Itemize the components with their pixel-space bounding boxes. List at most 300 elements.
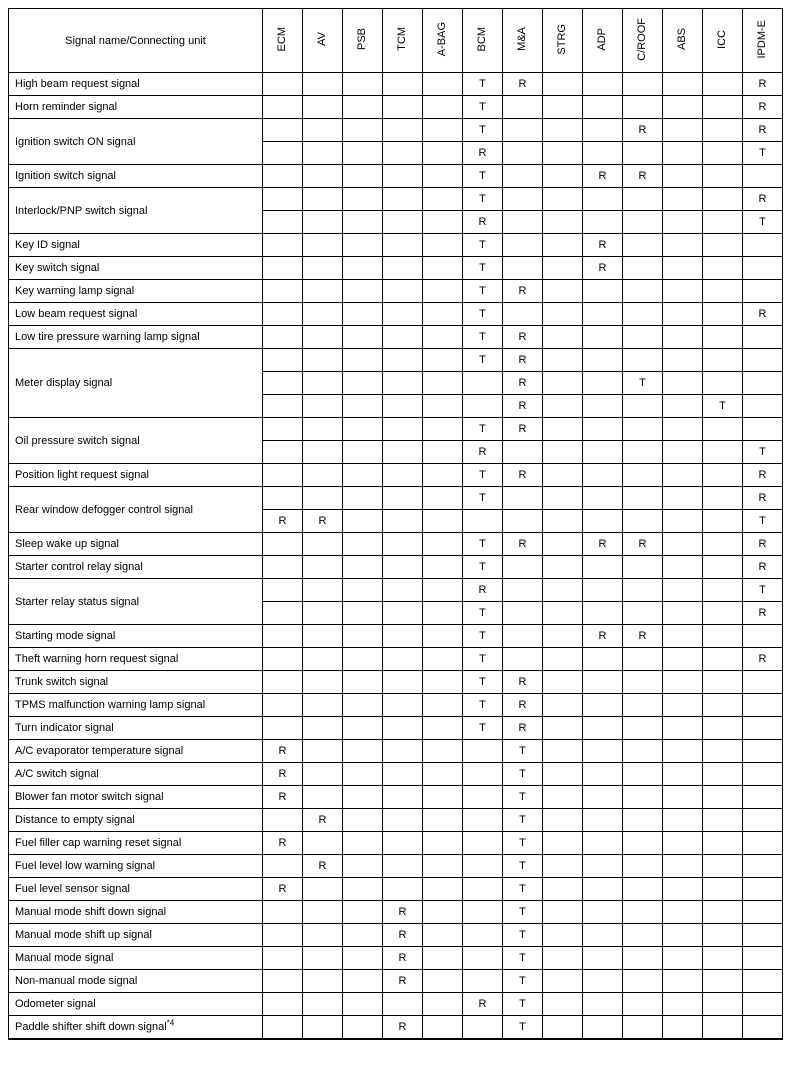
signal-value-cell: R xyxy=(743,188,783,211)
signal-value-cell xyxy=(303,372,343,395)
signal-name-cell: Meter display signal xyxy=(9,349,263,418)
signal-value-cell xyxy=(303,878,343,901)
signal-value-cell xyxy=(743,878,783,901)
table-row xyxy=(9,280,783,303)
signal-value-cell xyxy=(543,303,583,326)
signal-name-cell: Starter relay status signal xyxy=(9,579,263,625)
signal-value-cell xyxy=(503,165,543,188)
signal-value-cell xyxy=(303,671,343,694)
signal-value-cell xyxy=(543,602,583,625)
signal-value-cell xyxy=(423,326,463,349)
signal-value-cell xyxy=(263,717,303,740)
signal-value-cell xyxy=(663,993,703,1016)
signal-name-cell: Position light request signal xyxy=(9,464,263,487)
signal-name-cell: Oil pressure switch signal xyxy=(9,418,263,464)
signal-value-cell xyxy=(263,671,303,694)
signal-value-cell: T xyxy=(463,625,503,648)
signal-value-cell xyxy=(543,119,583,142)
signal-value-cell xyxy=(343,556,383,579)
signal-value-cell xyxy=(303,717,343,740)
signal-name-cell: Key ID signal xyxy=(9,234,263,257)
signal-value-cell: T xyxy=(503,901,543,924)
signal-value-cell: R xyxy=(743,487,783,510)
signal-value-cell xyxy=(423,487,463,510)
signal-value-cell xyxy=(463,510,503,533)
table-row xyxy=(9,119,783,142)
signal-value-cell xyxy=(703,855,743,878)
signal-value-cell xyxy=(263,119,303,142)
signal-value-cell xyxy=(383,832,423,855)
signal-value-cell xyxy=(743,717,783,740)
signal-value-cell xyxy=(663,947,703,970)
signal-value-cell xyxy=(703,648,743,671)
signal-value-cell xyxy=(463,832,503,855)
signal-name-cell: Low beam request signal xyxy=(9,303,263,326)
signal-value-cell xyxy=(423,372,463,395)
signal-value-cell xyxy=(383,717,423,740)
signal-value-cell xyxy=(623,441,663,464)
signal-value-cell xyxy=(543,855,583,878)
signal-value-cell xyxy=(383,349,423,372)
signal-value-cell xyxy=(663,326,703,349)
signal-value-cell xyxy=(303,119,343,142)
signal-value-cell xyxy=(703,878,743,901)
signal-name-cell: Blower fan motor switch signal xyxy=(9,786,263,809)
signal-value-cell xyxy=(583,878,623,901)
signal-value-cell xyxy=(303,326,343,349)
signal-value-cell xyxy=(383,326,423,349)
signal-value-cell xyxy=(383,395,423,418)
signal-value-cell xyxy=(343,694,383,717)
signal-value-cell xyxy=(263,188,303,211)
signal-value-cell xyxy=(383,234,423,257)
signal-value-cell xyxy=(463,947,503,970)
table-row xyxy=(9,901,783,924)
signal-value-cell xyxy=(543,142,583,165)
signal-value-cell xyxy=(663,234,703,257)
signal-value-cell xyxy=(343,993,383,1016)
signal-value-cell xyxy=(463,878,503,901)
signal-value-cell: T xyxy=(503,855,543,878)
signal-value-cell xyxy=(623,96,663,119)
signal-value-cell xyxy=(543,234,583,257)
signal-value-cell xyxy=(543,625,583,648)
signal-value-cell: T xyxy=(503,809,543,832)
signal-value-cell xyxy=(743,924,783,947)
table-row xyxy=(9,855,783,878)
signal-value-cell xyxy=(703,119,743,142)
signal-value-cell xyxy=(383,142,423,165)
signal-value-cell xyxy=(543,993,583,1016)
signal-value-cell xyxy=(623,763,663,786)
signal-value-cell xyxy=(343,395,383,418)
signal-value-cell xyxy=(663,372,703,395)
signal-value-cell: T xyxy=(463,165,503,188)
signal-value-cell xyxy=(743,280,783,303)
signal-value-cell xyxy=(663,740,703,763)
signal-value-cell xyxy=(743,1016,783,1039)
signal-value-cell: T xyxy=(463,694,503,717)
signal-value-cell xyxy=(543,510,583,533)
signal-value-cell xyxy=(423,510,463,533)
signal-value-cell xyxy=(743,326,783,349)
signal-value-cell xyxy=(543,924,583,947)
signal-value-cell xyxy=(543,73,583,96)
signal-value-cell xyxy=(343,671,383,694)
signal-value-cell xyxy=(583,188,623,211)
signal-value-cell xyxy=(423,142,463,165)
signal-value-cell xyxy=(543,211,583,234)
signal-value-cell xyxy=(383,763,423,786)
signal-value-cell: T xyxy=(463,717,503,740)
signal-value-cell xyxy=(663,487,703,510)
signal-value-cell xyxy=(303,96,343,119)
signal-value-cell xyxy=(423,947,463,970)
signal-value-cell xyxy=(743,993,783,1016)
table-row xyxy=(9,73,783,96)
signal-value-cell xyxy=(743,809,783,832)
signal-name-cell: Starting mode signal xyxy=(9,625,263,648)
signal-value-cell xyxy=(543,970,583,993)
signal-value-cell xyxy=(343,786,383,809)
signal-value-cell xyxy=(583,717,623,740)
header-row xyxy=(9,9,783,73)
signal-value-cell xyxy=(583,763,623,786)
signal-value-cell xyxy=(543,188,583,211)
signal-value-cell xyxy=(623,901,663,924)
signal-value-cell xyxy=(623,717,663,740)
signal-value-cell xyxy=(623,142,663,165)
signal-value-cell xyxy=(663,625,703,648)
signal-value-cell xyxy=(703,441,743,464)
signal-value-cell xyxy=(263,809,303,832)
table-row xyxy=(9,257,783,280)
signal-value-cell xyxy=(623,257,663,280)
signal-value-cell xyxy=(663,96,703,119)
table-row xyxy=(9,832,783,855)
signal-value-cell xyxy=(263,924,303,947)
signal-value-cell xyxy=(543,1016,583,1039)
signal-value-cell xyxy=(303,533,343,556)
signal-value-cell xyxy=(423,73,463,96)
signal-value-cell xyxy=(503,234,543,257)
unit-column-header xyxy=(343,9,383,73)
table-row xyxy=(9,533,783,556)
signal-value-cell xyxy=(703,924,743,947)
signal-value-cell xyxy=(703,142,743,165)
signal-name-cell: Manual mode shift up signal xyxy=(9,924,263,947)
signal-value-cell xyxy=(543,671,583,694)
signal-value-cell xyxy=(703,510,743,533)
signal-value-cell: R xyxy=(503,464,543,487)
table-row xyxy=(9,625,783,648)
signal-value-cell xyxy=(663,717,703,740)
signal-value-cell: R xyxy=(463,211,503,234)
signal-value-cell xyxy=(383,188,423,211)
signal-value-cell: R xyxy=(463,993,503,1016)
signal-value-cell xyxy=(423,533,463,556)
signal-value-cell xyxy=(343,579,383,602)
signal-value-cell: T xyxy=(463,73,503,96)
signal-value-cell: T xyxy=(503,947,543,970)
signal-value-cell xyxy=(623,970,663,993)
signal-value-cell xyxy=(343,809,383,832)
signal-value-cell xyxy=(743,395,783,418)
signal-value-cell xyxy=(263,970,303,993)
signal-value-cell xyxy=(423,648,463,671)
table-row xyxy=(9,487,783,510)
signal-name-cell: Manual mode shift down signal xyxy=(9,901,263,924)
signal-value-cell: T xyxy=(463,234,503,257)
signal-value-cell xyxy=(743,349,783,372)
signal-value-cell xyxy=(663,188,703,211)
signal-value-cell xyxy=(703,763,743,786)
signal-value-cell xyxy=(503,579,543,602)
table-row xyxy=(9,786,783,809)
signal-value-cell xyxy=(343,96,383,119)
table-row xyxy=(9,740,783,763)
signal-value-cell xyxy=(383,418,423,441)
signal-value-cell xyxy=(583,96,623,119)
signal-value-cell xyxy=(343,142,383,165)
signal-value-cell xyxy=(703,188,743,211)
signal-value-cell: T xyxy=(703,395,743,418)
signal-value-cell: R xyxy=(383,924,423,947)
signal-value-cell: T xyxy=(503,786,543,809)
table-row xyxy=(9,648,783,671)
signal-value-cell xyxy=(343,901,383,924)
signal-value-cell: R xyxy=(463,441,503,464)
signal-value-cell xyxy=(263,694,303,717)
signal-value-cell xyxy=(303,993,343,1016)
signal-value-cell xyxy=(583,740,623,763)
unit-column-label: ICC xyxy=(716,29,728,49)
signal-value-cell xyxy=(383,303,423,326)
signal-value-cell: R xyxy=(303,809,343,832)
signal-value-cell xyxy=(623,878,663,901)
signal-value-cell xyxy=(703,326,743,349)
signal-value-cell xyxy=(663,855,703,878)
unit-column-header xyxy=(423,9,463,73)
signal-value-cell xyxy=(583,924,623,947)
signal-value-cell xyxy=(703,418,743,441)
signal-value-cell xyxy=(703,1016,743,1039)
unit-column-label: PSB xyxy=(356,27,368,50)
signal-value-cell xyxy=(503,648,543,671)
signal-value-cell xyxy=(303,602,343,625)
signal-value-cell xyxy=(543,694,583,717)
signal-value-cell: T xyxy=(503,1016,543,1039)
signal-value-cell xyxy=(743,625,783,648)
signal-value-cell xyxy=(343,349,383,372)
signal-value-cell xyxy=(623,1016,663,1039)
signal-value-cell xyxy=(343,947,383,970)
signal-value-cell: R xyxy=(743,556,783,579)
signal-value-cell xyxy=(303,947,343,970)
signal-value-cell xyxy=(703,786,743,809)
signal-name-cell: Sleep wake up signal xyxy=(9,533,263,556)
signal-value-cell xyxy=(703,464,743,487)
signal-value-cell: R xyxy=(303,510,343,533)
signal-value-cell xyxy=(343,832,383,855)
signal-value-cell: R xyxy=(383,947,423,970)
unit-column-label: M&A xyxy=(516,27,528,51)
signal-name-cell: Ignition switch ON signal xyxy=(9,119,263,165)
signal-value-cell xyxy=(263,73,303,96)
signal-value-cell xyxy=(343,878,383,901)
signal-value-cell xyxy=(303,418,343,441)
signal-name-cell: Low tire pressure warning lamp signal xyxy=(9,326,263,349)
signal-value-cell xyxy=(663,211,703,234)
signal-value-cell xyxy=(383,487,423,510)
signal-name-cell: Trunk switch signal xyxy=(9,671,263,694)
signal-value-cell xyxy=(743,947,783,970)
signal-name-cell: Horn reminder signal xyxy=(9,96,263,119)
signal-value-cell: T xyxy=(463,671,503,694)
signal-name-cell: Key warning lamp signal xyxy=(9,280,263,303)
signal-value-cell: R xyxy=(743,602,783,625)
signal-value-cell xyxy=(743,786,783,809)
signal-value-cell xyxy=(383,257,423,280)
signal-value-cell xyxy=(703,625,743,648)
signal-name-cell: Distance to empty signal xyxy=(9,809,263,832)
signal-value-cell xyxy=(583,395,623,418)
signal-name-cell: A/C evaporator temperature signal xyxy=(9,740,263,763)
signal-value-cell: R xyxy=(503,395,543,418)
unit-column-header xyxy=(663,9,703,73)
signal-value-cell xyxy=(543,878,583,901)
signal-name-cell: Key switch signal xyxy=(9,257,263,280)
signal-value-cell xyxy=(463,740,503,763)
signal-value-cell: R xyxy=(503,694,543,717)
signal-value-cell xyxy=(703,487,743,510)
signal-table xyxy=(8,8,783,1040)
signal-value-cell xyxy=(303,740,343,763)
signal-value-cell xyxy=(463,395,503,418)
unit-column-header xyxy=(543,9,583,73)
signal-value-cell xyxy=(583,648,623,671)
signal-value-cell: R xyxy=(263,878,303,901)
signal-value-cell xyxy=(583,855,623,878)
signal-value-cell xyxy=(543,579,583,602)
signal-value-cell xyxy=(263,441,303,464)
signal-value-cell xyxy=(583,441,623,464)
signal-value-cell xyxy=(543,280,583,303)
signal-value-cell xyxy=(463,970,503,993)
signal-value-cell xyxy=(263,901,303,924)
signal-value-cell xyxy=(303,901,343,924)
signal-value-cell xyxy=(303,648,343,671)
signal-value-cell: T xyxy=(743,579,783,602)
unit-column-label: AV xyxy=(316,32,328,46)
signal-value-cell xyxy=(423,257,463,280)
signal-value-cell xyxy=(543,556,583,579)
signal-value-cell: R xyxy=(623,165,663,188)
signal-value-cell xyxy=(663,786,703,809)
signal-value-cell xyxy=(343,487,383,510)
signal-value-cell: T xyxy=(743,211,783,234)
signal-value-cell: R xyxy=(583,165,623,188)
signal-value-cell: T xyxy=(743,142,783,165)
signal-value-cell xyxy=(423,832,463,855)
signal-value-cell xyxy=(263,372,303,395)
signal-value-cell: T xyxy=(463,257,503,280)
signal-value-cell xyxy=(583,487,623,510)
signal-value-cell xyxy=(343,257,383,280)
signal-value-cell xyxy=(663,303,703,326)
signal-value-cell xyxy=(343,648,383,671)
signal-value-cell xyxy=(423,579,463,602)
signal-value-cell xyxy=(343,165,383,188)
signal-name-cell: Theft warning horn request signal xyxy=(9,648,263,671)
signal-value-cell xyxy=(583,671,623,694)
signal-value-cell xyxy=(583,326,623,349)
signal-value-cell: R xyxy=(503,671,543,694)
signal-value-cell xyxy=(543,372,583,395)
signal-value-cell xyxy=(703,257,743,280)
signal-value-cell xyxy=(263,556,303,579)
signal-value-cell xyxy=(623,924,663,947)
unit-column-label: A-BAG xyxy=(436,21,448,57)
signal-value-cell xyxy=(423,602,463,625)
signal-value-cell xyxy=(583,303,623,326)
signal-value-cell: T xyxy=(463,349,503,372)
signal-value-cell xyxy=(303,234,343,257)
signal-value-cell xyxy=(703,280,743,303)
signal-value-cell xyxy=(583,142,623,165)
signal-value-cell xyxy=(543,165,583,188)
signal-value-cell xyxy=(623,73,663,96)
signal-value-cell xyxy=(383,602,423,625)
signal-value-cell xyxy=(263,211,303,234)
signal-value-cell xyxy=(383,740,423,763)
signal-value-cell xyxy=(383,993,423,1016)
signal-value-cell xyxy=(583,510,623,533)
signal-value-cell xyxy=(423,740,463,763)
signal-value-cell xyxy=(743,763,783,786)
signal-value-cell xyxy=(343,717,383,740)
signal-value-cell xyxy=(263,257,303,280)
signal-value-cell: R xyxy=(743,303,783,326)
signal-value-cell xyxy=(663,809,703,832)
signal-value-cell xyxy=(263,602,303,625)
signal-value-cell xyxy=(623,855,663,878)
signal-value-cell xyxy=(583,947,623,970)
signal-value-cell xyxy=(303,832,343,855)
signal-value-cell xyxy=(423,625,463,648)
signal-value-cell xyxy=(663,924,703,947)
signal-value-cell xyxy=(623,487,663,510)
signal-value-cell xyxy=(263,625,303,648)
signal-value-cell xyxy=(423,1016,463,1039)
signal-value-cell: T xyxy=(503,740,543,763)
signal-value-cell xyxy=(543,763,583,786)
signal-value-cell xyxy=(263,487,303,510)
table-row xyxy=(9,993,783,1016)
signal-value-cell xyxy=(383,211,423,234)
signal-value-cell: R xyxy=(743,533,783,556)
signal-value-cell: R xyxy=(623,625,663,648)
signal-value-cell xyxy=(703,970,743,993)
table-row xyxy=(9,234,783,257)
signal-value-cell xyxy=(303,257,343,280)
signal-value-cell xyxy=(503,211,543,234)
signal-value-cell: R xyxy=(263,510,303,533)
signal-value-cell xyxy=(423,464,463,487)
signal-value-cell xyxy=(703,993,743,1016)
table-row xyxy=(9,464,783,487)
signal-value-cell xyxy=(343,280,383,303)
